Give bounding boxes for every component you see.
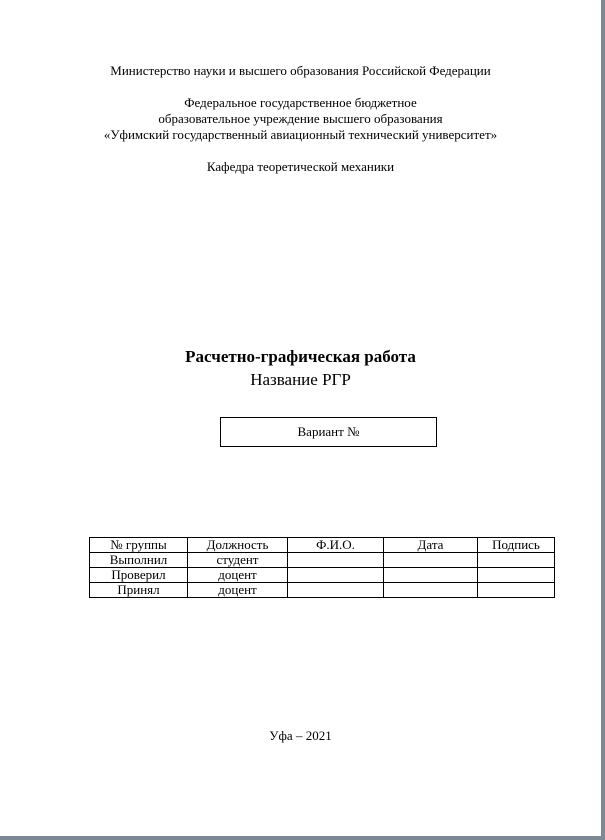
table-cell: Выполнил [90, 553, 188, 568]
header-block [0, 63, 601, 175]
table-cell [384, 553, 478, 568]
table-cell [384, 583, 478, 598]
ministry-line: Министерство науки и высшего образования Российской Федерации [110, 63, 491, 78]
city-year: Уфа – 2021 [269, 728, 332, 743]
table-cell: Проверил [90, 568, 188, 583]
table-cell [478, 568, 555, 583]
table-cell: студент [188, 553, 288, 568]
institution-line-1: Федеральное государственное бюджетное [184, 95, 417, 110]
department-name: Кафедра теоретической механики [206, 159, 395, 174]
university-name: «Уфимский государственный авиационный технический университет» [103, 127, 498, 142]
table-cell [288, 583, 384, 598]
table-cell [478, 553, 555, 568]
table-cell [478, 583, 555, 598]
table-cell: Принял [90, 583, 188, 598]
work-name: Название РГР [250, 370, 351, 389]
header-cell-signature: Подпись [478, 538, 555, 553]
table-header-row [90, 538, 555, 553]
table-cell [288, 568, 384, 583]
table-row [90, 553, 555, 568]
table-row [90, 583, 555, 598]
table-cell [288, 553, 384, 568]
header-cell-name: Ф.И.О. [288, 538, 384, 553]
header-cell-position: Должность [188, 538, 288, 553]
signature-table [89, 537, 555, 598]
header-cell-date: Дата [384, 538, 478, 553]
work-type-title: Расчетно-графическая работа [185, 347, 416, 366]
institution-line-2: образовательное учреждение высшего образования [158, 111, 443, 126]
table-cell [384, 568, 478, 583]
header-cell-group: № группы [90, 538, 188, 553]
table-row [90, 568, 555, 583]
table-cell: доцент [188, 583, 288, 598]
variant-box: Вариант № [220, 417, 437, 447]
table-cell: доцент [188, 568, 288, 583]
